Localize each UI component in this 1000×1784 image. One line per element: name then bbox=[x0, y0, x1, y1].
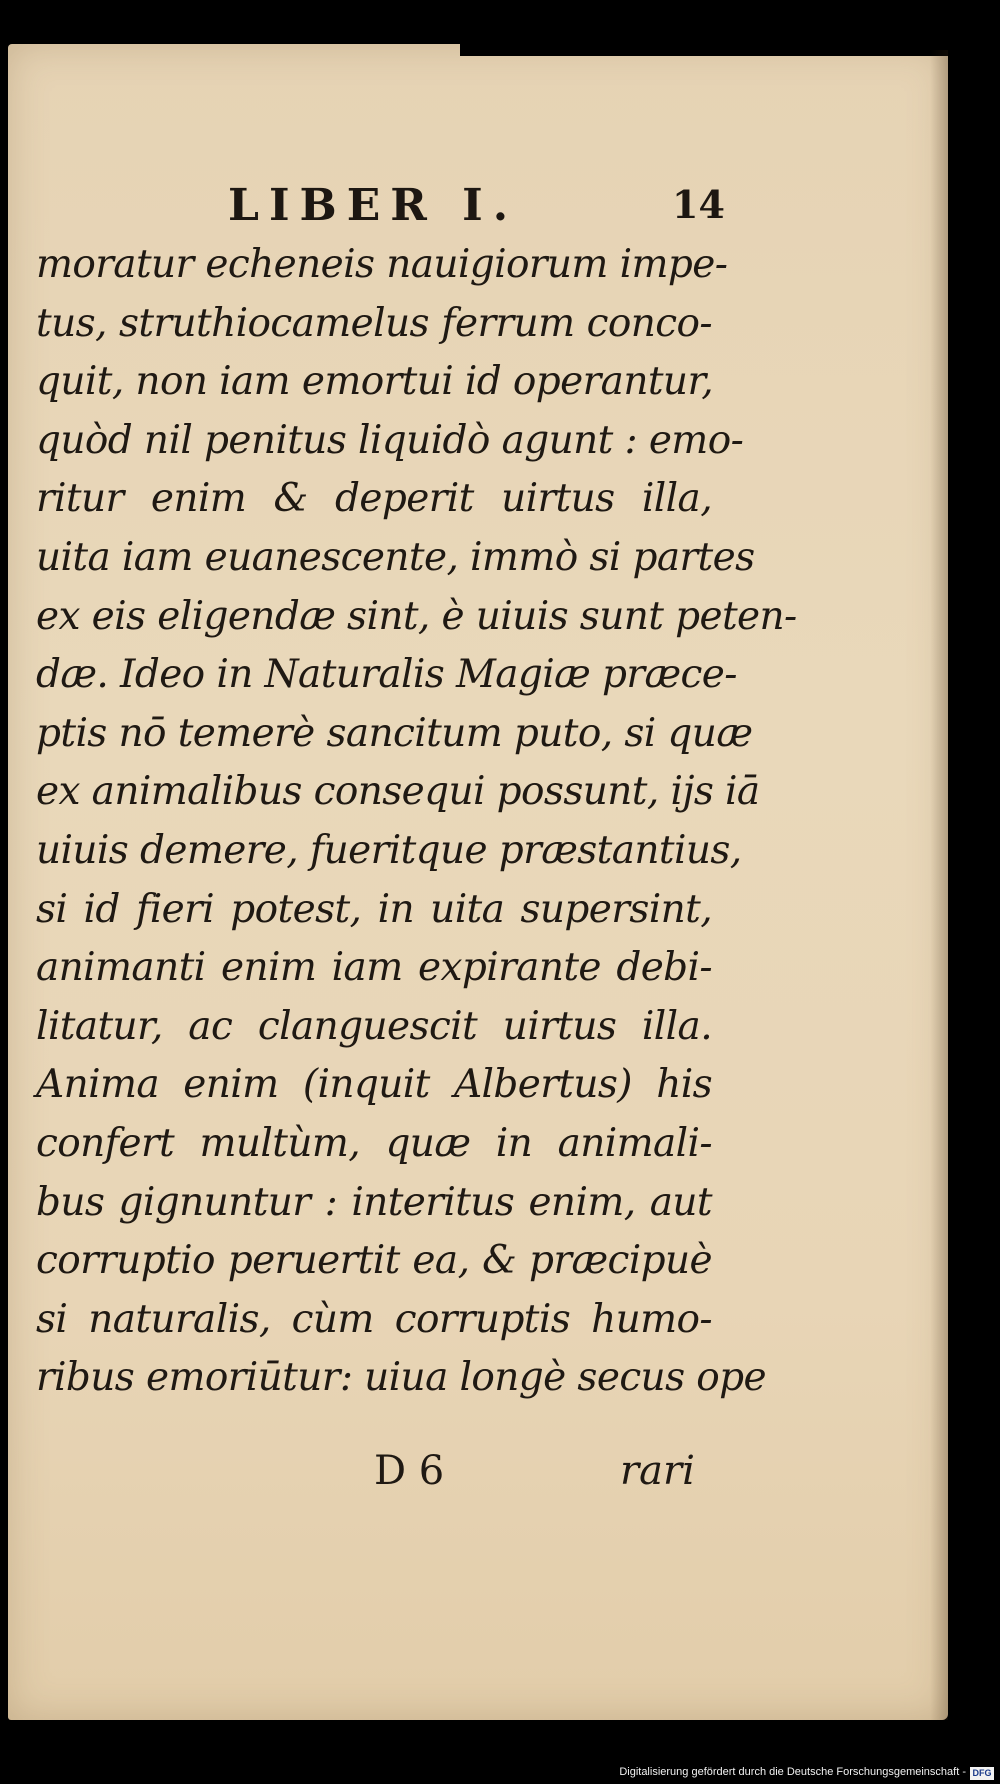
text-line: ptis nō temerè sancitum puto, si quæ bbox=[36, 710, 753, 756]
dfg-logo-icon: DFG bbox=[970, 1767, 994, 1780]
text-line: uiuis demere, fueritque præstantius, bbox=[36, 827, 742, 873]
text-line: moratur echeneis nauigiorum impe- bbox=[36, 242, 728, 287]
text-line: animanti enim iam expirante debi- bbox=[36, 945, 712, 991]
scan-edge-shadow bbox=[460, 44, 950, 56]
text-line: tus, struthiocamelus ferrum conco- bbox=[36, 300, 712, 346]
text-line: uita iam euanescente, immò si partes bbox=[36, 534, 755, 580]
text-line: bus gignuntur : interitus enim, aut bbox=[36, 1179, 712, 1225]
text-line: Anima enim (inquit Albertus) his bbox=[36, 1062, 712, 1108]
body-text bbox=[36, 236, 797, 1408]
text-line: quit, non iam emortui id operantur, bbox=[36, 359, 714, 405]
text-line: ex animalibus consequi possunt, ijs iā bbox=[36, 769, 760, 815]
digitization-credit: Digitalisierung gefördert durch die Deutsche Forschungsgemeinschaft - bbox=[619, 1766, 966, 1778]
text-line: ribus emoriūtur: uiua longè secus ope bbox=[36, 1355, 767, 1401]
text-line: dæ. Ideo in Naturalis Magiæ præce- bbox=[36, 652, 737, 698]
text-line: quòd nil penitus liquidò agunt : emo- bbox=[36, 417, 744, 463]
text-line: si naturalis, cùm corruptis humo- bbox=[36, 1296, 712, 1342]
text-line: si id fieri potest, in uita supersint, bbox=[36, 886, 712, 932]
text-line: ex eis eligendæ sint, è uiuis sunt peten- bbox=[36, 593, 797, 639]
signature-mark: D 6 bbox=[374, 1448, 445, 1494]
page-edge-shadow bbox=[930, 50, 948, 1720]
catchword: rari bbox=[620, 1448, 695, 1494]
running-head-title: LIBER I. bbox=[228, 180, 519, 231]
text-line: confert multùm, quæ in animali- bbox=[36, 1120, 712, 1166]
text-line: ritur enim & deperit uirtus illa, bbox=[36, 476, 712, 522]
folio-number: 14 bbox=[672, 182, 725, 227]
text-line: litatur, ac clanguescit uirtus illa. bbox=[36, 1003, 712, 1049]
text-line: corruptio peruertit ea, & præcipuè bbox=[36, 1238, 712, 1284]
